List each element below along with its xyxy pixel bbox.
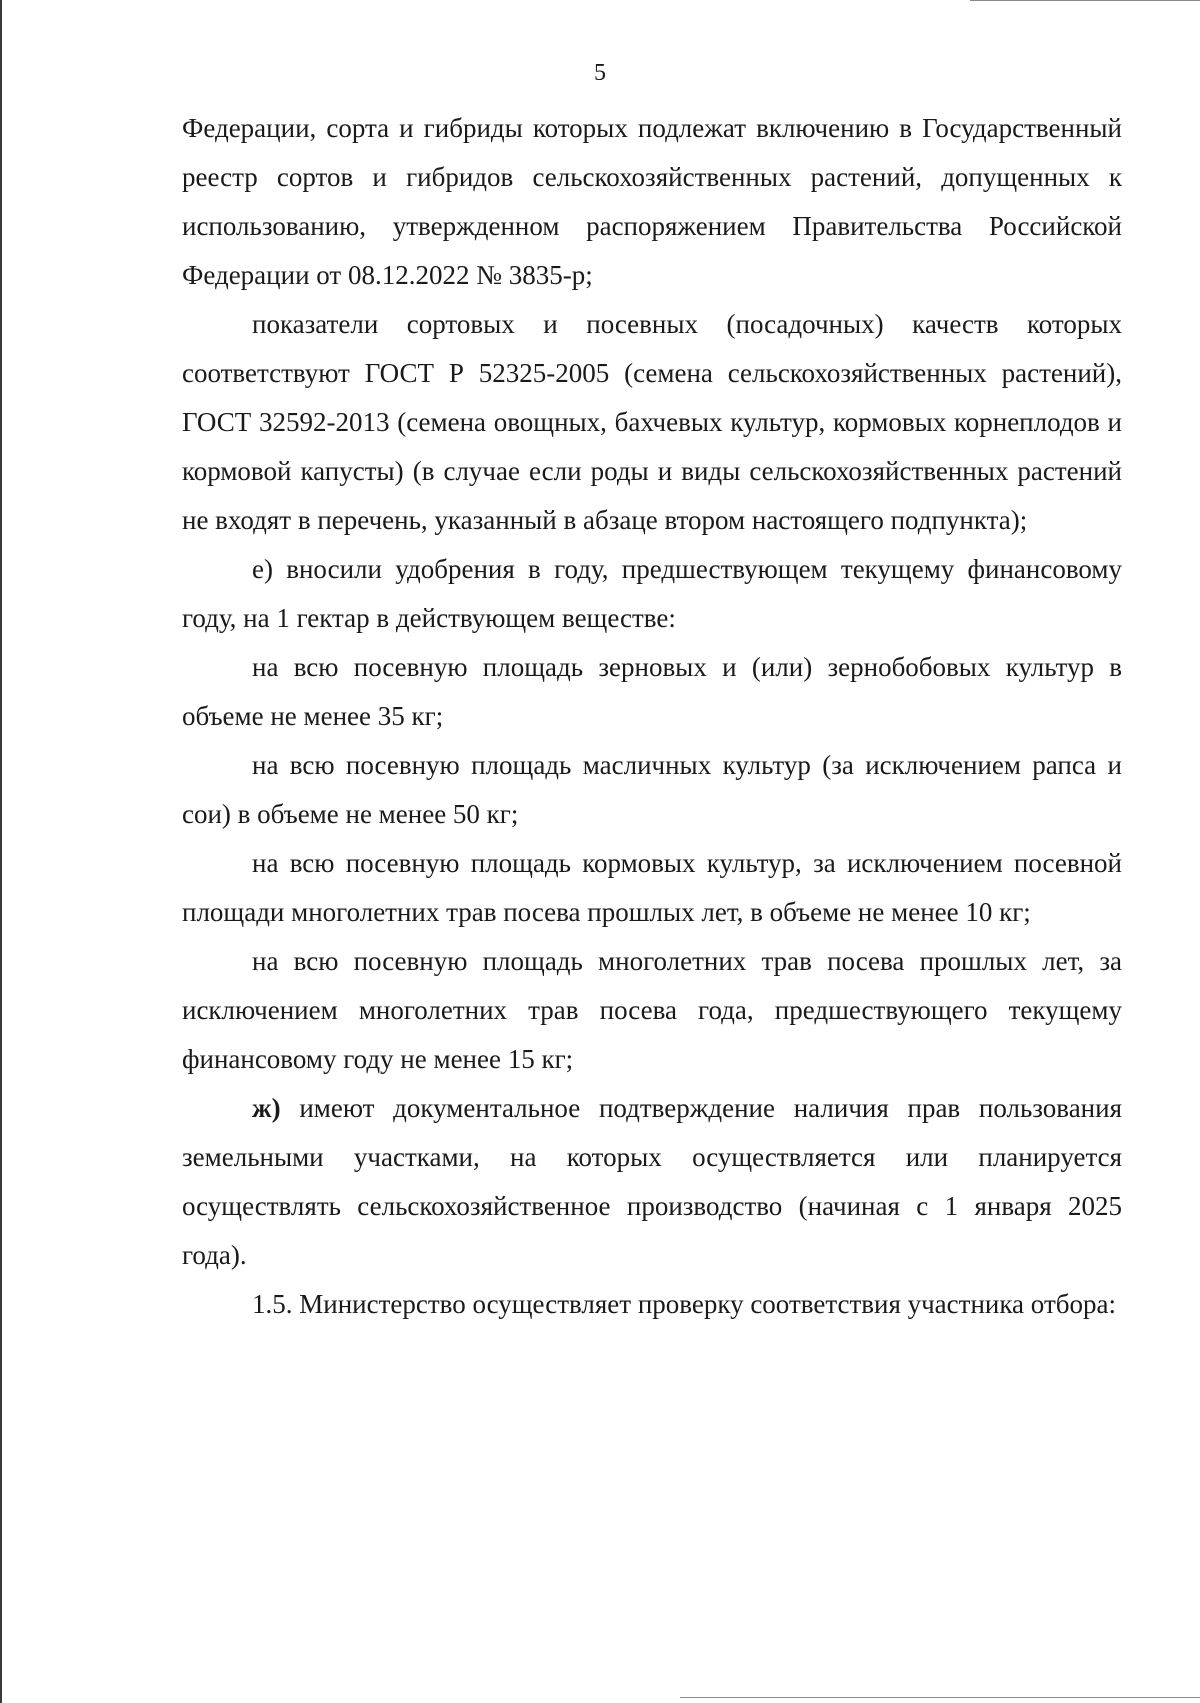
page-number: 5 <box>594 60 606 86</box>
paragraph-land-rights <box>182 1084 1122 1280</box>
paragraph-ministry-check: 1.5. Министерство осуществляет проверку соответствия участника отбора: <box>252 1289 1116 1319</box>
scan-edge-top <box>970 0 1200 1</box>
paragraph-fertilizer-requirement: е) вносили удобрения в году, предшествующем текущему финансовому году, на 1 гектар в действующем веществе: <box>182 554 1122 633</box>
document-body <box>182 104 1122 1329</box>
paragraph-quality-indicators: показатели сортовых и посевных (посадочных) качеств которых соответствуют ГОСТ Р 52325-2005 (семена сельскохозяйственных растений), ГОСТ 32592-2013 (семена овощных, бахчевых культур, кормовых корнеплодов и кормовой капусты) (в случае если роды и виды сельскохозяйственных растений не входят в перечень, указанный в абзаце втором настоящего подпункта); <box>182 309 1122 535</box>
paragraph-fodder-crops: на всю посевную площадь кормовых культур, за исключением посевной площади многолетних трав посева прошлых лет, в объеме не менее 10 кг; <box>182 848 1122 927</box>
scan-edge-left <box>0 0 2 1703</box>
paragraph-grain-crops: на всю посевную площадь зерновых и (или) зернобобовых культур в объеме не менее 35 кг; <box>182 652 1122 731</box>
paragraph-oil-crops: на всю посевную площадь масличных культур (за исключением рапса и сои) в объеме не менее 50 кг; <box>182 750 1122 829</box>
clause-marker: ж) <box>252 1093 281 1123</box>
scan-edge-bottom <box>680 1697 1200 1698</box>
clause-text: имеют документальное подтверждение наличия прав пользования земельными участками, на которых осуществляется или планируется осуществлять сельскохозяйственное производство (начиная с 1 января 2025 года). <box>182 1093 1122 1270</box>
paragraph-perennial-grasses: на всю посевную площадь многолетних трав посева прошлых лет, за исключением многолетних трав посева года, предшествующего текущему финансовому году не менее 15 кг; <box>182 946 1122 1074</box>
paragraph-continuation: Федерации, сорта и гибриды которых подлежат включению в Государственный реестр сортов и гибридов сельскохозяйственных растений, допущенных к использованию, утвержденном распоряжением Правительства Российской Федерации от 08.12.2022 № 3835-р; <box>182 113 1122 290</box>
